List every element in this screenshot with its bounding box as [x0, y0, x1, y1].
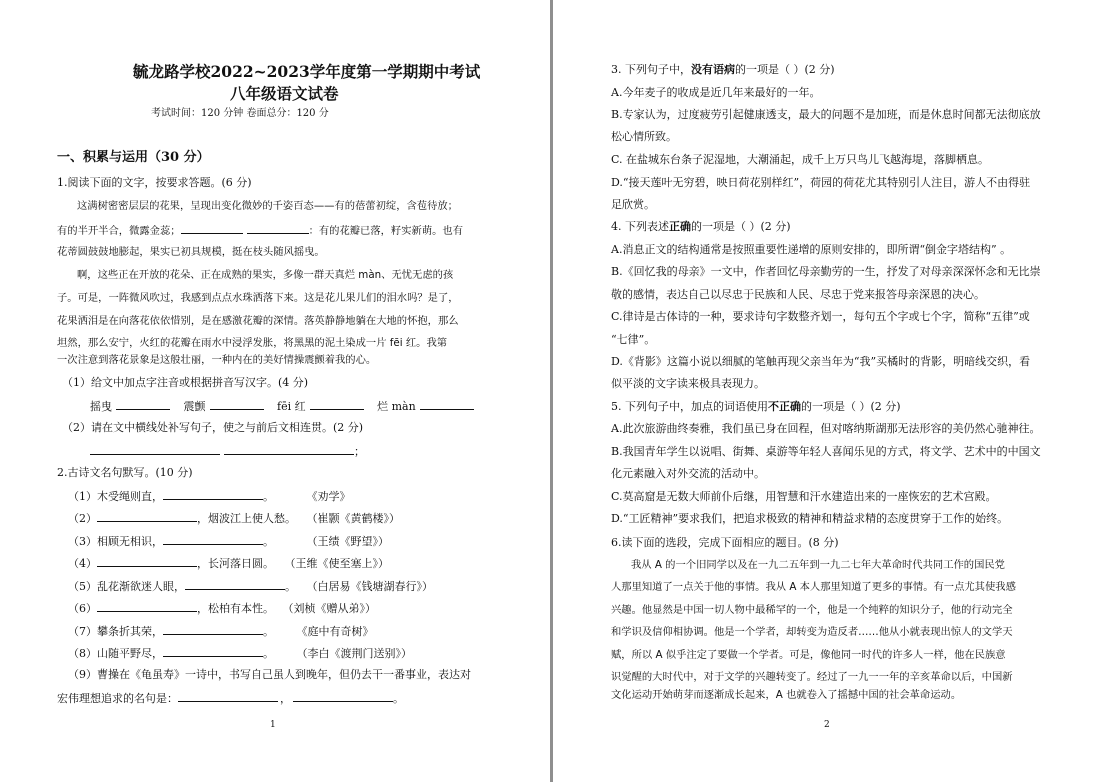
exam-page-2 — [553, 0, 1107, 782]
q3-pre: 3. 下列句子中， — [611, 63, 691, 76]
q5-pre: 5. 下列句子中，加点的词语使用 — [611, 400, 768, 413]
answer-blank[interactable] — [178, 690, 278, 702]
q6-passage-line: 人那里知道了一点关于他的事情。我从 A 本人那里知道了更多的事情。有一点尤其使我感 — [611, 581, 1016, 593]
poem-source: 《庭中有奇树》 — [302, 625, 374, 638]
exam-title: 毓龙路学校2022~2023学年度第一学期期中考试 — [133, 62, 481, 81]
poem-line — [68, 645, 412, 661]
punct: 。 — [393, 692, 404, 705]
q6-passage-line: 和学识及信仰相协调。他是一个学者，却转变为造反者……他从小就表现出惊人的文学天 — [611, 626, 1013, 638]
answer-blank[interactable] — [163, 488, 263, 500]
poem-label: （5）乱花渐欲迷人眼， — [68, 580, 185, 593]
answer-blank[interactable] — [90, 443, 220, 455]
poem-line — [68, 488, 351, 504]
poem-label: （7）攀条折其荣， — [68, 625, 163, 638]
q6-passage-line: 我从 A 的一个旧同学以及在一九二五年到一九二七年大革命时代共同工作的国民党 — [631, 559, 1005, 571]
poem-source: （王绩《野望》） — [312, 535, 389, 548]
q4-post: 的一项是（ ）(2 分) — [691, 220, 791, 233]
option-line: D.“工匠精神”要求我们，把追求极致的精神和精益求精的态度贯穿于工作的始终。 — [611, 512, 1009, 525]
poem-tail: 。 — [263, 535, 274, 548]
poem-tail: ，松柏有本性。 — [197, 602, 274, 615]
poem9-line1: （9）曹操在《龟虽寿》一诗中，书写自己虽人到晚年，但仍去干一番事业，表达对 — [68, 668, 471, 681]
passage-line — [57, 222, 463, 238]
q2-prompt: 2.古诗文名句默写。(10 分) — [57, 466, 193, 479]
poem-label: （1）木受绳则直， — [68, 490, 163, 503]
poem-source: （李白《渡荆门送别》） — [302, 647, 412, 660]
option-line: “七律”。 — [611, 333, 656, 346]
poem-tail: 。 — [263, 625, 274, 638]
option-line: B.《回忆我的母亲》一文中，作者回忆母亲勤劳的一生，抒发了对母亲深深怀念和无比崇 — [611, 265, 1041, 278]
poem-line — [68, 533, 389, 549]
option-line: A.今年麦子的收成是近几年来最好的一年。 — [611, 86, 821, 99]
poem-line — [68, 600, 376, 616]
poem-label: （4） — [68, 557, 97, 570]
poem-tail: ，烟波江上使人愁。 — [197, 512, 296, 525]
poem-tail: 。 — [285, 580, 296, 593]
answer-blank[interactable] — [293, 690, 393, 702]
q1-prompt: 1.阅读下面的文字，按要求答题。(6 分) — [57, 176, 252, 189]
poem-label: （8）山随平野尽， — [68, 647, 163, 660]
poem-line — [68, 510, 400, 526]
passage-line: 这满树密密层层的花果，呈现出变化微妙的千姿百态——有的蓓蕾初绽，含苞待放； — [77, 200, 458, 212]
punct: ； — [354, 445, 365, 458]
answer-blank[interactable] — [163, 623, 263, 635]
q1-sub1-answers — [90, 398, 474, 414]
passage-line: 啊，这些正在开放的花朵、正在成熟的果实，多像一群天真烂 màn、无忧无虑的孩 — [77, 269, 454, 281]
q6-passage-line: 兴趣。他显然是中国一切人物中最稀罕的一个，他是一个纯粹的知识分子，他的行动完全 — [611, 604, 1013, 616]
passage-text: 有的半开半合，微露金蕊； — [57, 225, 181, 237]
poem-source: （白居易《钱塘湖春行》） — [312, 580, 433, 593]
exam-info: 考试时间：120 分钟 卷面总分：120 分 — [151, 108, 329, 119]
option-line: C.莫高窟是无数大师前仆后继，用智慧和汗水建造出来的一座恢宏的艺术宫殿。 — [611, 490, 997, 503]
q3-emphasis: 没有语病 — [691, 63, 735, 76]
item-fei-hong: fēi 红 — [277, 400, 306, 413]
option-line: 足欣赏。 — [611, 198, 655, 211]
q1-sub2-answer — [90, 443, 365, 459]
page-number: 1 — [270, 720, 276, 730]
q5-prompt — [611, 400, 901, 414]
page-number: 2 — [824, 720, 830, 730]
option-line: C.律诗是古体诗的一种，要求诗句字数整齐划一，每句五个字或七个字，简称“五律”或 — [611, 310, 1030, 323]
blank-sentence-part1[interactable] — [181, 222, 243, 234]
q3-prompt — [611, 63, 835, 77]
passage-line: 子。可是，一阵微风吹过，我感到点点水珠洒落下来。这是花儿果儿们的泪水吗？是了， — [57, 292, 459, 304]
option-line: 敬的感情，表达自己以尽忠于民族和人民、尽忠于党来报答母亲深恩的决心。 — [611, 288, 985, 301]
poem-label: （6） — [68, 602, 97, 615]
passage-line: 花蒂圆鼓鼓地膨起，果实已初具规模，挺在枝头随风摇曳。 — [57, 246, 325, 258]
passage-line: 一次注意到落花景象是这般壮丽，一种内在的美好情操震颤着我的心。 — [57, 354, 377, 366]
passage-line: 坦然，那么安宁，火红的花瓣在雨水中浸浮发胀，将黑黑的泥土染成一片 fēi 红。我第 — [57, 337, 448, 349]
answer-blank[interactable] — [163, 645, 263, 657]
passage-text: ：有的花瓣已落，籽实新萌。也有 — [308, 225, 464, 237]
option-line: D.“接天莲叶无穷碧，映日荷花别样红”，荷园的荷花尤其特别引人注目，游人不由得驻 — [611, 176, 1031, 189]
passage-line: 花果洒泪是在向落花依依惜别，是在感激花瓣的深情。落英静静地躺在大地的怀抱，那么 — [57, 315, 459, 327]
answer-blank[interactable] — [224, 443, 354, 455]
q1-sub2-prompt: （2）请在文中横线处补写句子，使之与前后文相连贯。(2 分) — [62, 421, 364, 434]
answer-blank[interactable] — [185, 578, 285, 590]
answer-blank[interactable] — [97, 555, 197, 567]
poem9-line2: 宏伟理想追求的名句是： ， 。 — [57, 692, 404, 705]
answer-blank[interactable] — [97, 510, 197, 522]
item-yaoye: 摇曳 — [90, 400, 112, 413]
option-line: B.专家认为，过度疲劳引起健康透支，最大的问题不是加班，而是休息时间都无法彻底放 — [611, 108, 1041, 121]
blank-sentence-part2[interactable] — [247, 222, 309, 234]
poem-source: （崔颢《黄鹤楼》） — [312, 512, 400, 525]
q5-post: 的一项是（ ）(2 分) — [801, 400, 901, 413]
q4-pre: 4. 下列表述 — [611, 220, 669, 233]
poem-tail: ，长河落日圆。 — [197, 557, 274, 570]
exam-subtitle: 八年级语文试卷 — [230, 84, 339, 103]
q6-passage-line: 文化运动开始萌芽而逐渐成长起来，A 也就卷入了摇撼中国的社会革命运动。 — [611, 689, 962, 701]
option-line: C. 在盐城东台条子泥湿地，大潮涌起，成千上万只鸟儿飞越海堤，落脚栖息。 — [611, 153, 990, 166]
option-line: 似平淡的文字读来极具表现力。 — [611, 377, 765, 390]
poem-source: 《劝学》 — [312, 490, 351, 503]
section1-heading: 一、积累与运用（30 分） — [57, 150, 210, 165]
q6-prompt: 6.读下面的选段，完成下面相应的题目。(8 分) — [611, 536, 839, 549]
option-line: B.我国青年学生以说唱、街舞、桌游等年轻人喜闻乐见的方式，将文学、艺术中的中国文 — [611, 445, 1041, 458]
option-line: 松心情所致。 — [611, 130, 677, 143]
q6-passage-line: 识觉醒的大时代中，对于文学的兴趣转变了。经过了一九一一年的辛亥革命以后，中国新 — [611, 671, 1013, 683]
option-line: A.消息正文的结构通常是按照重要性递增的原则安排的，即所谓“倒金字塔结构” 。 — [611, 243, 1012, 256]
answer-blank[interactable] — [97, 600, 197, 612]
item-zhenchan: 震颤 — [183, 400, 206, 413]
q1-sub1-prompt: （1）给文中加点字注音或根据拼音写汉字。(4 分) — [62, 376, 309, 389]
answer-blank[interactable] — [163, 533, 263, 545]
answer-blank[interactable] — [310, 398, 364, 410]
q3-post: 的一项是（ ）(2 分) — [735, 63, 835, 76]
option-line: D.《背影》这篇小说以细腻的笔触再现父亲当年为“我”买橘时的背影，明暗线交织，看 — [611, 355, 1031, 368]
exam-page-1 — [0, 0, 550, 782]
q4-emphasis: 正确 — [669, 220, 691, 233]
answer-blank[interactable] — [210, 398, 264, 410]
poem-source: （刘桢《赠从弟》） — [288, 602, 376, 615]
poem-line — [68, 578, 433, 594]
poem-line — [68, 623, 374, 639]
q6-passage-line: 赋，所以 A 似乎注定了要做一个学者。可是，像他同一时代的许多人一样，他在民族意 — [611, 649, 1006, 661]
poem-tail: 。 — [263, 647, 274, 660]
poem-tail: 。 — [263, 490, 274, 503]
poem-label: （3）相顾无相识， — [68, 535, 163, 548]
option-line: A.此次旅游曲终奏雅，我们虽已身在回程，但对喀纳斯湖那无法形容的美仍然心驰神往。 — [611, 422, 1041, 435]
option-line: 化元素融入对外交流的活动中。 — [611, 467, 765, 480]
poem-source: （王维《使至塞上》） — [290, 557, 389, 570]
poem9-prompt: 宏伟理想追求的名句是： — [57, 692, 178, 705]
answer-blank[interactable] — [420, 398, 474, 410]
poem-line — [68, 555, 389, 571]
item-lan-man: 烂 màn — [377, 400, 416, 413]
answer-blank[interactable] — [116, 398, 170, 410]
q4-prompt — [611, 220, 791, 234]
poem-label: （2） — [68, 512, 97, 525]
q5-emphasis: 不正确 — [768, 400, 801, 413]
